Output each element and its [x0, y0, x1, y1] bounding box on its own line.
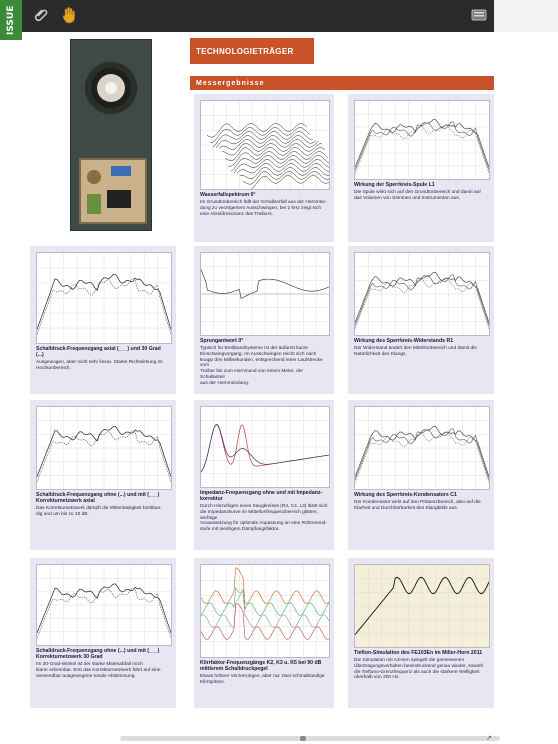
chart-plot	[37, 253, 171, 343]
card-description: Im 30-Grad-Winkel ist der starke Mittenabfall noch klarer erkennbar. Erst das Korrekturnetzwerk führt auf eine verwendbar ausgewogene tonale Abstimmung.	[36, 662, 161, 679]
speaker-driver-image	[85, 62, 137, 114]
chart-plot	[201, 565, 329, 657]
chart-plot	[37, 565, 171, 645]
waterfall-trace	[234, 159, 329, 173]
card-title: Impedanz-Frequenzgang ohne und mit Impedanz- korrektur	[200, 490, 323, 502]
card-description: Der Kondensator wirkt auf den Präsenzbereich, also auf die Klarheit und Durchhörbarkeit des Klangbilds aus.	[354, 500, 481, 511]
card-title: Tiefton-Simulation des FE103En im Miller-Horn 2011	[354, 650, 483, 656]
measurement-card-sprungantwort	[194, 246, 334, 394]
card-title: Schalldruck-Frequenzgang ohne (...) und mit (___) Korrekturnetzwerk 30 Grad	[36, 648, 160, 660]
measurement-card-axial30	[30, 246, 176, 394]
waterfall-trace	[246, 175, 329, 189]
card-description: Die Simulation mit AJHorn spiegelt die gemessenen Übertragungsverhalten beeindruckend genau wieder, sowohl die Tieftono-Grenzfrequenz als auch die stärkere Welligkeit oberhalb von 200 Hz.	[354, 658, 484, 681]
keyboard-icon[interactable]	[470, 6, 488, 24]
chart-wasserfall	[200, 100, 330, 190]
chart-klirr	[200, 564, 330, 658]
measurement-card-korrektur-30	[30, 558, 176, 708]
card-title: Wirkung der Sperrkreis-Spule L1	[354, 182, 435, 188]
chart-plot	[201, 407, 329, 487]
subsection-header: Messergebnisse	[190, 76, 494, 90]
chart-plot	[201, 101, 329, 189]
measurement-card-sperrkreis-l1	[348, 94, 494, 242]
chart-sperrkreis-l1	[354, 100, 490, 180]
card-title: Wirkung des Sperrkreis-Widerstands R1	[354, 338, 454, 344]
hand-icon[interactable]	[60, 6, 78, 24]
card-description: Das Korrekturnetzwerk dämpft die Mittenlastigkeit breitban- dig und um bis zu 10 dB.	[36, 506, 162, 517]
chart-plot	[355, 101, 489, 179]
waterfall-trace	[231, 155, 329, 171]
chart-plot	[201, 253, 329, 335]
chart-tiefton-sim	[354, 564, 490, 648]
crossover-board-image	[79, 158, 147, 224]
chart-korrektur-axial	[36, 406, 172, 490]
card-description: Typisch für Breitbandsysteme ist der äußerst kurze Einschwingvorgang. Im Ausschwingen reicht sich nach knapp drei Millisekunden, entsprechend einer Laufstrecke vom Treiber bis zum Hornmund von einem Meter, der Schallanteil aus der Hornmündung.	[200, 346, 323, 386]
measurement-card-impedanz	[194, 400, 334, 550]
chart-plot	[355, 565, 489, 647]
measurement-card-sperrkreis-c1	[348, 400, 494, 550]
chart-axial30	[36, 252, 172, 344]
side-badge[interactable]: ISSUE	[0, 0, 22, 40]
waterfall-trace	[225, 147, 325, 160]
measurement-card-sperrkreis-r1	[348, 246, 494, 394]
toolbar-band	[22, 0, 494, 32]
speaker-photo	[70, 39, 152, 231]
card-title: Klirrfaktor-Frequenzgänge K2, K3 u. K5 bei 90 dB mittlerem Schalldruckpegel	[200, 660, 322, 672]
card-description: Durch Hinzufügen eines Saugkreises (R4, C4, L3) lässt sich die Impedanzkurve im Mitteltonfrequenzbereich glätten, wichtige Voraussetzung für optimale Anpassung an eine Röhrenend- stufe mit niedrigem Dämpfungsfaktor.	[200, 504, 328, 533]
chart-sprungantwort	[200, 252, 330, 336]
horizontal-scrollbar[interactable]	[120, 736, 500, 741]
card-description: Ausgewogen, aber nicht sehr linear. Starke Richtwirkung im Hochtonbereich.	[36, 360, 163, 371]
scrollbar-thumb[interactable]	[300, 736, 306, 741]
magazine-page	[22, 32, 494, 722]
card-description: Im Grundtonbereich fällt der Schallzerfall aus der Hornmün- dung zu verzögertem Ausschwingen, bei 2 kHz zeigt sich eine Abreißresonanz des Treibers.	[200, 200, 327, 217]
chart-impedanz	[200, 406, 330, 488]
card-description: Der Widerstand ändert den Mitteltonbereich und damit die Natürlichkeit des Klangs.	[354, 346, 477, 357]
waterfall-trace	[213, 132, 313, 148]
card-description: Die Spule wirkt sich auf den Grundtonbereich und damit auf das Volumen von Stimmen und Instrumenten aus.	[354, 190, 481, 201]
resize-corner-icon[interactable]: ↗	[486, 734, 492, 742]
measurement-card-wasserfall	[194, 94, 334, 242]
section-header: TECHNOLOGIETRÄGER	[190, 38, 314, 64]
card-title: Wasserfallspektrum 0°	[200, 192, 256, 198]
chart-sperrkreis-c1	[354, 406, 490, 490]
chart-sperrkreis-r1	[354, 252, 490, 336]
measurement-card-korrektur-axial	[30, 400, 176, 550]
measurement-card-klirr	[194, 558, 334, 708]
card-title: Schalldruck-Frequenzgang ohne (...) und mit (___) Korrekturnetzwerk axial	[36, 492, 160, 504]
paperclip-icon[interactable]	[32, 6, 50, 24]
chart-plot	[355, 407, 489, 489]
chart-plot	[355, 253, 489, 335]
top-toolbar	[0, 0, 558, 32]
card-title: Sprungantwort 0°	[200, 338, 244, 344]
card-description: Etwas höhere Verzerrungen, aber nur zwei schmalbandige Klirrspitzen.	[200, 674, 325, 685]
chart-korrektur-30	[36, 564, 172, 646]
card-title: Schalldruck-Frequenzgang axial (___) und 30 Grad (...)	[36, 346, 161, 358]
card-title: Wirkung des Sperrkreis-Kondensators C1	[354, 492, 457, 498]
measurement-card-tiefton-sim	[348, 558, 494, 708]
chart-plot	[37, 407, 171, 489]
